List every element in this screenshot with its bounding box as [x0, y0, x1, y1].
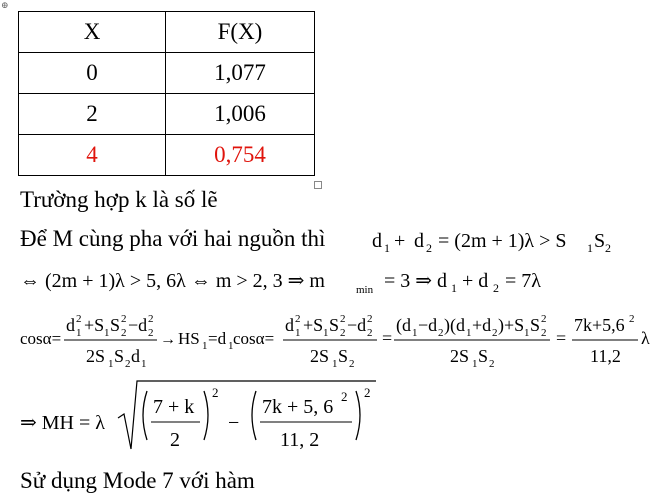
svg-text:S: S [338, 346, 349, 366]
svg-text:2: 2 [426, 241, 432, 255]
svg-text:1: 1 [104, 327, 110, 339]
svg-text:+S: +S [84, 315, 105, 335]
svg-text:2: 2 [492, 327, 498, 339]
svg-text:2: 2 [438, 327, 444, 339]
svg-text:−d: −d [128, 315, 148, 335]
svg-text:+ d: + d [462, 270, 489, 292]
svg-text:S: S [478, 346, 489, 366]
svg-text:1: 1 [332, 358, 338, 370]
table-move-handle-icon[interactable]: ⊕ [1, 0, 9, 10]
svg-text:1: 1 [466, 327, 472, 339]
svg-text:7k + 5, 6: 7k + 5, 6 [262, 396, 334, 418]
svg-text:cosα=: cosα= [20, 329, 62, 348]
svg-text:1: 1 [228, 340, 234, 352]
case-heading: Trường hợp k là số lẽ [20, 187, 218, 212]
svg-text:⇒ MH = λ: ⇒ MH = λ [20, 412, 105, 434]
svg-text:7k+5,6: 7k+5,6 [574, 315, 625, 335]
cell-x: 4 [19, 135, 166, 176]
svg-text:→: → [160, 331, 176, 348]
svg-text:= 7λ: = 7λ [505, 270, 541, 292]
svg-text:1: 1 [472, 358, 478, 370]
svg-text:= (2m + 1)λ > S: = (2m + 1)λ > S [438, 230, 567, 252]
svg-text:⇔ (2m + 1)λ > 5, 6λ ⇔ m > 2, 3: ⇔ (2m + 1)λ > 5, 6λ ⇔ m > 2, 3 ⇒ m [20, 270, 325, 292]
svg-text:d: d [285, 315, 294, 335]
cell-fx: 1,077 [166, 53, 315, 94]
svg-text:2: 2 [76, 313, 82, 325]
cell-x: 2 [19, 94, 166, 135]
svg-text:−: − [228, 412, 240, 434]
svg-text:)(d: )(d [444, 315, 465, 335]
header-fx: F(X) [166, 12, 315, 53]
svg-text:d: d [131, 346, 140, 366]
svg-text:11,2: 11,2 [590, 346, 621, 366]
svg-text:2S: 2S [86, 346, 106, 366]
svg-text:2: 2 [340, 327, 346, 339]
svg-text:min: min [356, 284, 374, 296]
cell-fx: 0,754 [166, 135, 315, 176]
svg-text:2: 2 [121, 327, 127, 339]
svg-text:2: 2 [629, 313, 635, 325]
svg-text:2: 2 [493, 281, 499, 295]
svg-text:2: 2 [541, 313, 547, 325]
svg-text:1: 1 [108, 358, 114, 370]
svg-text:1: 1 [524, 327, 530, 339]
svg-text:2: 2 [125, 358, 131, 370]
svg-text:2S: 2S [310, 346, 330, 366]
svg-text:1: 1 [202, 340, 208, 352]
svg-text:+S: +S [303, 315, 324, 335]
svg-text:1: 1 [295, 327, 301, 339]
svg-text:1: 1 [384, 241, 390, 255]
svg-text:1: 1 [587, 241, 593, 255]
phase-condition-text: Để M cùng pha với hai nguồn thì [20, 226, 326, 251]
svg-text:2: 2 [489, 358, 495, 370]
svg-text:= 3 ⇒ d: = 3 ⇒ d [384, 270, 448, 292]
svg-text:S: S [594, 230, 606, 252]
svg-text:1: 1 [76, 327, 82, 339]
svg-text:d: d [414, 230, 424, 252]
svg-text:+d: +d [472, 315, 492, 335]
svg-text:1: 1 [141, 358, 147, 370]
svg-text:1: 1 [412, 327, 418, 339]
svg-text:2: 2 [212, 385, 219, 400]
svg-text:−d: −d [418, 315, 438, 335]
svg-text:1: 1 [323, 327, 329, 339]
svg-text:S: S [329, 315, 340, 335]
svg-text:2S: 2S [450, 346, 470, 366]
svg-text:cosα=: cosα= [233, 329, 275, 348]
svg-text:2: 2 [148, 313, 154, 325]
svg-text:2: 2 [295, 313, 301, 325]
svg-text:11, 2: 11, 2 [280, 429, 320, 451]
svg-text:2: 2 [605, 241, 611, 255]
equation-1 [372, 230, 611, 255]
svg-text:2: 2 [349, 358, 355, 370]
svg-text:2: 2 [341, 389, 348, 404]
svg-text:2: 2 [364, 385, 371, 400]
svg-text:S: S [530, 315, 541, 335]
svg-text:−d: −d [347, 315, 367, 335]
svg-text:2: 2 [121, 313, 127, 325]
equation-4 [20, 381, 376, 451]
svg-text:2: 2 [367, 327, 373, 339]
svg-text:)+S: )+S [498, 315, 525, 335]
svg-text:2: 2 [541, 327, 547, 339]
cell-x: 0 [19, 53, 166, 94]
equation-2 [20, 270, 541, 296]
svg-text:S: S [110, 315, 121, 335]
svg-text:2: 2 [340, 313, 346, 325]
svg-text:=d: =d [208, 329, 227, 348]
svg-text:=: = [556, 328, 567, 348]
svg-text:1: 1 [451, 281, 457, 295]
svg-text:=: = [382, 328, 393, 348]
cell-fx: 1,006 [166, 94, 315, 135]
equation-3 [20, 313, 650, 370]
svg-text:S: S [114, 346, 125, 366]
svg-text:(d: (d [396, 315, 411, 335]
svg-text:HS: HS [178, 329, 200, 348]
svg-text:+: + [394, 230, 406, 252]
svg-text:d: d [372, 230, 382, 252]
svg-text:2: 2 [367, 313, 373, 325]
svg-text:d: d [66, 315, 75, 335]
svg-text:7 + k: 7 + k [153, 396, 195, 418]
svg-text:2: 2 [170, 429, 180, 451]
svg-text:λ: λ [641, 328, 650, 348]
header-x: X [19, 12, 166, 53]
svg-text:2: 2 [148, 327, 154, 339]
mode-7-text: Sử dụng Mode 7 với hàm [20, 468, 255, 493]
